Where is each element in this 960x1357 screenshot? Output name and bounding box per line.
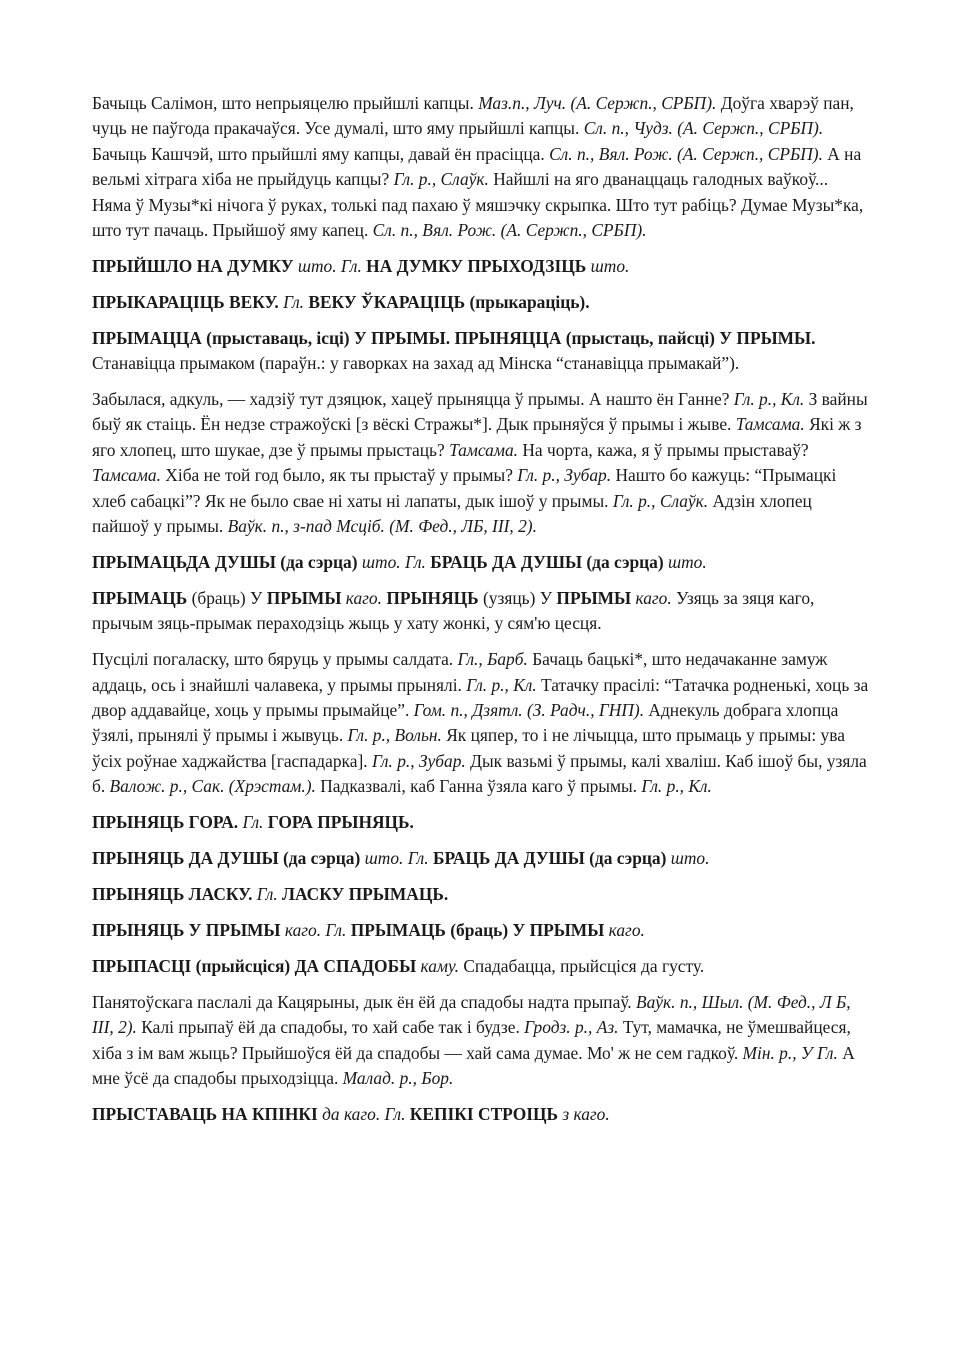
- dictionary-entry: ПРЫСТАВАЦЬ НА КПІНКІ да каго. Гл. КЕПІКІ СТРОІЦЬ з каго.: [92, 1103, 610, 1124]
- dictionary-entry: ПРЫНЯЦЬ ГОРА. Гл. ГОРА ПРЫНЯЦЬ.: [92, 812, 414, 833]
- paragraph: Панятоўскага паслалі да Кацярыны, дык ён ёй да спадобы надта прыпаў. Ваўк. п., Шыл. (М. Фед., Л Б, III, 2). Калі прыпаў ёй да спадобы, то хай сабе так і будзе. Гродз. р., Аз. Тут, мамачка, не ўмешвайцеся, хіба з ім вам жыць? Прыйшоўся ёй да спадобы — хай сама думае. Мо' ж не сем гадкоў. Мін. р., У Гл. А мне ўсё да спадобы прыходзіцца. Малад. р., Бор.: [92, 991, 855, 1088]
- document-page: [92, 91, 870, 1138]
- dictionary-entry: ПРЫМАЦЬ (браць) У ПРЫМЫ каго. ПРЫНЯЦЬ (узяць) У ПРЫМЫ каго. Узяць за зяця каго, прычым зяць-прымак пераходзіць жыць у хату жонкі, у сям'ю цесця.: [92, 587, 815, 634]
- dictionary-entry: ПРЫНЯЦЬ ЛАСКУ. Гл. ЛАСКУ ПРЫМАЦЬ.: [92, 883, 449, 904]
- paragraph: Пусцілі погаласку, што бяруць у прымы салдата. Гл., Барб. Бачаць бацькі*, што недачаканне замуж аддаць, ось і знайшлі чалавека, у прымы прынялі. Гл. р., Кл. Татачку прасілі: “Татачка родненькі, хоць за двор аддавайце, хоць у прымы прымайце”. Гом. п., Дзятл. (З. Радч., ГНП). Аднекуль добрага хлопца ўзялі, прынялі ў прымы і жывуць. Гл. р., Вольн. Як цяпер, то і не лічыцца, што прымаць у прымы: ува ўсіх роўнае хаджайства [гаспадарка]. Гл. р., Зубар. Дык вазьмі ў прымы, калі хваліш. Каб ішоў бы, узяла б. Валож. р., Сак. (Хрэстам.). Падказвалі, каб Ганна ўзяла каго ў прымы. Гл. р., Кл.: [92, 649, 869, 797]
- paragraph: Забылася, адкуль, — хадзіў тут дзяцюк, хацеў прыняцца ў прымы. А нашто ён Ганне? Гл. р., Кл. З вайны быў як стаіць. Ён недзе стражоўскі [з вёскі Стражы*]. Дык прыняўся ў прымы і жыве. Тамсама. Які ж з яго хлопец, што шукае, дзе ў прымы прыстаць? Тамсама. На чорта, кажа, я ў прымы прыставаў? Тамсама. Хіба не той год было, як ты прыстаў у прымы? Гл. р., Зубар. Нашто бо кажуць: “Прымацкі хлеб сабацкі”? Як не было свае ні хаты ні лапаты, дык ішоў у прымы. Гл. р., Слаўк. Адзін хлопец пайшоў у прымы. Ваўк. п., з-пад Мсціб. (М. Фед., ЛБ, III, 2).: [92, 389, 868, 537]
- dictionary-entry: ПРЫНЯЦЬ ДА ДУШЫ (да сэрца) што. Гл. БРАЦЬ ДА ДУШЫ (да сэрца) што.: [92, 848, 710, 869]
- paragraph: Бачыць Салімон, што непрыяцелю прыйшлі капцы. Маз.п., Луч. (А. Сержп., СРБП). Доўга хварэў пан, чуць не паўгода пракачаўся. Усе думалі, што яму прыйшлі капцы. Сл. п., Чудз. (А. Сержп., СРБП). Бачыць Кашчэй, што прыйшлі яму капцы, давай ён прасіцца. Сл. п., Вял. Рож. (А. Сержп., СРБП). А на вельмі хітрага хіба не прыйдуць капцы? Гл. р., Слаўк. Найшлі на яго дванаццаць галодных ваўкоў... Няма ў Музы*кі нічога ў руках, толькі пад пахаю ў мяшэчку скрыпка. Што тут рабіць? Думае Музы*ка, што тут пачаць. Прыйшоў яму капец. Сл. п., Вял. Рож. (А. Сержп., СРБП).: [92, 93, 864, 241]
- dictionary-entry: ПРЫКАРАЦІЦЬ ВЕКУ. Гл. ВЕКУ ЎКАРАЦІЦЬ (прыкараціць).: [92, 291, 590, 312]
- dictionary-entry: ПРЫНЯЦЬ У ПРЫМЫ каго. Гл. ПРЫМАЦЬ (браць) У ПРЫМЫ каго.: [92, 919, 645, 940]
- dictionary-entry: ПРЫПАСЦІ (прыйсціся) ДА СПАДОБЫ каму. Спадабацца, прыйсціся да густу.: [92, 955, 705, 976]
- dictionary-entry: ПРЫЙШЛО НА ДУМКУ што. Гл. НА ДУМКУ ПРЫХОДЗІЦЬ што.: [92, 255, 630, 276]
- dictionary-entry: ПРЫМАЦЦА (прыставаць, ісці) У ПРЫМЫ. ПРЫНЯЦЦА (прыстаць, пайсці) У ПРЫМЫ. Станавіцца прымаком (параўн.: у гаворках на захад ад Мінска “станавіцца прымакай”).: [92, 327, 816, 374]
- dictionary-entry: ПРЫМАЦЬДА ДУШЫ (да сэрца) што. Гл. БРАЦЬ ДА ДУШЫ (да сэрца) што.: [92, 552, 707, 572]
